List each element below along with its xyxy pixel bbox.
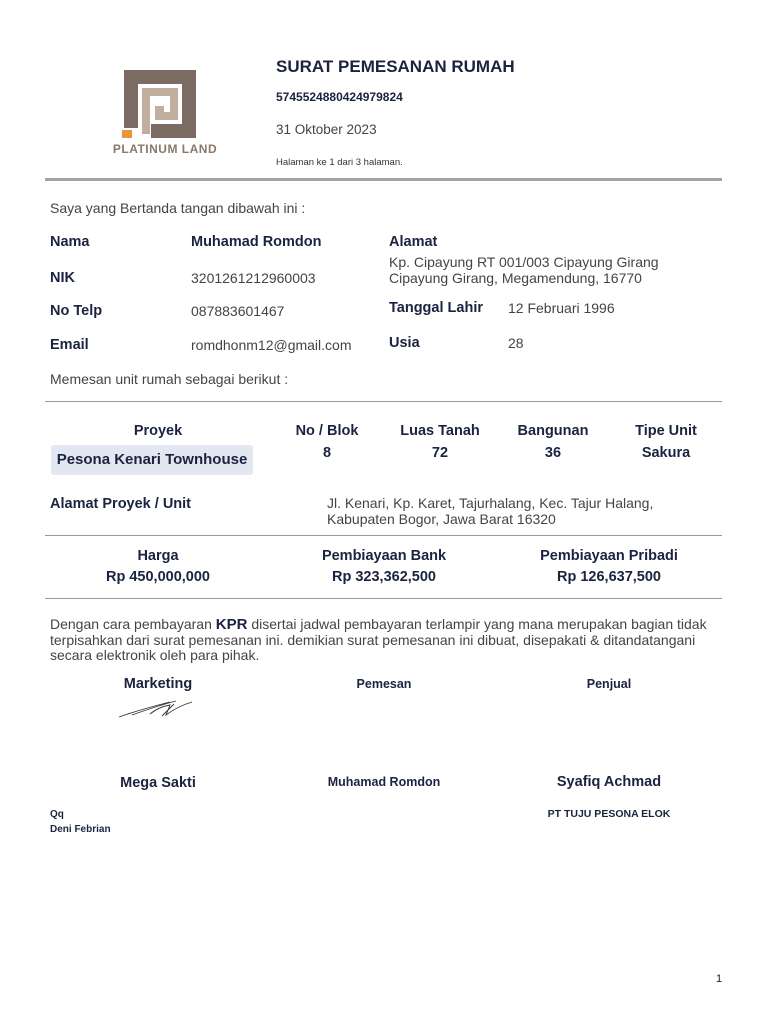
unit-type-header: Tipe Unit bbox=[635, 423, 697, 439]
terms-paragraph bbox=[50, 617, 720, 664]
name-value: Muhamad Romdon bbox=[191, 234, 322, 250]
unit-type-value: Sakura bbox=[641, 445, 691, 461]
email-value: romdhonm12@gmail.com bbox=[191, 337, 352, 353]
nik-value: 3201261212960003 bbox=[191, 270, 316, 286]
email-label: Email bbox=[50, 337, 89, 353]
qq-name: Deni Febrian bbox=[50, 824, 111, 835]
phone-value: 087883601467 bbox=[191, 303, 285, 319]
seller-role: Penjual bbox=[586, 677, 632, 691]
name-label: Nama bbox=[50, 234, 90, 250]
price-value: Rp 450,000,000 bbox=[106, 569, 210, 585]
phone-label: No Telp bbox=[50, 303, 103, 319]
dob-value: 12 Februari 1996 bbox=[508, 300, 615, 316]
project-header: Proyek bbox=[133, 423, 183, 439]
block-value: 8 bbox=[322, 445, 332, 461]
block-header: No / Blok bbox=[295, 423, 359, 439]
marketing-role: Marketing bbox=[123, 676, 193, 692]
page-number: 1 bbox=[716, 973, 723, 985]
document-number: 5745524880424979824 bbox=[276, 90, 403, 104]
marketing-name: Mega Sakti bbox=[120, 775, 196, 791]
project-address-value bbox=[327, 495, 653, 527]
address-line-1: Kp. Cipayung RT 001/003 Cipayung Girang bbox=[389, 254, 659, 270]
buyer-role: Pemesan bbox=[356, 677, 412, 691]
project-address-line-2: Kabupaten Bogor, Jawa Barat 16320 bbox=[327, 511, 556, 527]
project-value: Pesona Kenari Townhouse bbox=[51, 445, 253, 475]
logo-text: PLATINUM LAND bbox=[112, 142, 218, 156]
marketing-signature bbox=[116, 697, 196, 726]
terms-text-after: disertai jadwal pembayaran terlampir yang mana merupakan bagian tidak terpisahkan dari surat pemesanan ini. demikian surat pemesanan ini dibuat, disepakati & ditandatangani secara elektronik oleh para pihak. bbox=[50, 616, 707, 663]
building-header: Bangunan bbox=[517, 423, 589, 439]
header-divider bbox=[45, 178, 722, 181]
bank-financing-value: Rp 323,362,500 bbox=[332, 569, 436, 585]
unit-divider bbox=[45, 401, 722, 402]
pricing-bottom-divider bbox=[45, 598, 722, 599]
price-label: Harga bbox=[137, 548, 179, 564]
unit-intro: Memesan unit rumah sebagai berikut : bbox=[50, 371, 289, 387]
nik-label: NIK bbox=[50, 270, 75, 286]
land-area-value: 72 bbox=[431, 445, 449, 461]
payment-method: KPR bbox=[215, 616, 248, 633]
land-area-header: Luas Tanah bbox=[400, 423, 480, 439]
seller-signatory-name: Syafiq Achmad bbox=[556, 774, 662, 790]
building-value: 36 bbox=[544, 445, 562, 461]
dob-label: Tanggal Lahir bbox=[389, 300, 483, 316]
seller-company: PT TUJU PESONA ELOK bbox=[547, 808, 671, 820]
address-value bbox=[389, 255, 659, 286]
platinum-land-logo bbox=[100, 64, 230, 160]
address-label: Alamat bbox=[389, 234, 438, 250]
bank-financing-label: Pembiayaan Bank bbox=[321, 548, 447, 564]
qq-label: Qq bbox=[50, 809, 64, 820]
page-info: Halaman ke 1 dari 3 halaman. bbox=[276, 157, 403, 168]
private-financing-label: Pembiayaan Pribadi bbox=[540, 548, 678, 564]
project-address-label: Alamat Proyek / Unit bbox=[50, 496, 192, 512]
document-title: SURAT PEMESANAN RUMAH bbox=[276, 57, 515, 76]
pricing-top-divider bbox=[45, 535, 722, 536]
document-date: 31 Oktober 2023 bbox=[276, 122, 377, 137]
terms-text-before: Dengan cara pembayaran bbox=[50, 616, 216, 632]
age-label: Usia bbox=[389, 335, 420, 351]
age-value: 28 bbox=[508, 335, 524, 351]
buyer-signatory-name: Muhamad Romdon bbox=[327, 775, 441, 789]
project-address-line-1: Jl. Kenari, Kp. Karet, Tajurhalang, Kec. Tajur Halang, bbox=[327, 495, 654, 511]
address-line-2: Cipayung Girang, Megamendung, 16770 bbox=[389, 269, 642, 286]
buyer-intro: Saya yang Bertanda tangan dibawah ini : bbox=[50, 200, 306, 216]
private-financing-value: Rp 126,637,500 bbox=[557, 569, 661, 585]
signature-icon bbox=[116, 697, 196, 721]
